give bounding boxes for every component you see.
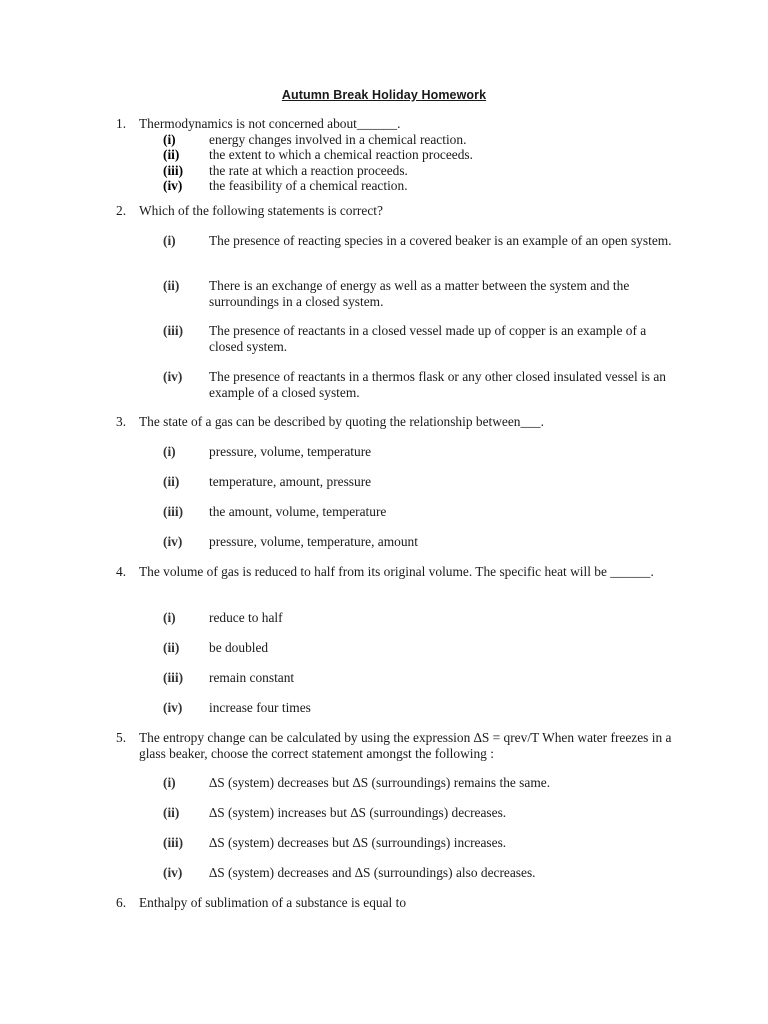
- option-text: There is an exchange of energy as well as a matter between the system and the surroundings in a closed system.: [209, 278, 630, 309]
- option: [163, 640, 673, 656]
- option: [163, 132, 673, 148]
- option-numeral: (iii): [163, 670, 184, 685]
- option: [163, 670, 673, 686]
- option-text: the feasibility of a chemical reaction.: [209, 178, 408, 193]
- option: [163, 534, 673, 550]
- question-stem: [116, 895, 676, 911]
- question-number: 5.: [116, 730, 127, 745]
- option: [163, 835, 673, 851]
- option-text: the extent to which a chemical reaction proceeds.: [209, 147, 473, 162]
- option-text: ∆S (system) decreases but ∆S (surroundings) increases.: [209, 835, 507, 850]
- option-text: remain constant: [209, 670, 295, 685]
- option-numeral: (ii): [163, 640, 180, 655]
- option-text: ∆S (system) decreases and ∆S (surroundings) also decreases.: [209, 865, 536, 880]
- question-stem: [116, 414, 676, 430]
- option-numeral: (i): [163, 610, 176, 625]
- question-text: The state of a gas can be described by quoting the relationship between___.: [139, 414, 544, 429]
- option-text: pressure, volume, temperature, amount: [209, 534, 418, 549]
- option-numeral: (ii): [163, 474, 180, 489]
- question-stem: [116, 203, 676, 219]
- option-numeral: (iv): [163, 369, 183, 384]
- option-text: be doubled: [209, 640, 269, 655]
- option: [163, 178, 673, 194]
- option: [163, 147, 673, 163]
- option-text: increase four times: [209, 700, 311, 715]
- question-stem: [116, 116, 676, 132]
- option-numeral: (iv): [163, 178, 183, 193]
- option-numeral: (ii): [163, 278, 180, 293]
- question-number: 3.: [116, 414, 127, 429]
- option-numeral: (i): [163, 444, 176, 459]
- option: [163, 444, 673, 460]
- option: [163, 278, 673, 310]
- question-text: The entropy change can be calculated by using the expression ∆S = qrev/T When water freezes in a glass beaker, choose the correct statement amongst the following :: [139, 730, 672, 761]
- option-numeral: (iv): [163, 865, 183, 880]
- option-numeral: (i): [163, 775, 176, 790]
- question-text: The volume of gas is reduced to half from its original volume. The specific heat will be ______.: [139, 564, 654, 579]
- option-text: The presence of reactants in a closed vessel made up of copper is an example of a closed system.: [209, 323, 647, 354]
- option-numeral: (ii): [163, 805, 180, 820]
- option: [163, 700, 673, 716]
- option-numeral: (ii): [163, 147, 180, 162]
- option-text: reduce to half: [209, 610, 283, 625]
- option: [163, 233, 673, 249]
- option-text: ∆S (system) decreases but ∆S (surroundings) remains the same.: [209, 775, 551, 790]
- option: [163, 474, 673, 490]
- option-text: the rate at which a reaction proceeds.: [209, 163, 408, 178]
- question-text: Enthalpy of sublimation of a substance is equal to: [139, 895, 407, 910]
- option-numeral: (i): [163, 132, 176, 147]
- option-numeral: (iii): [163, 835, 184, 850]
- option-text: energy changes involved in a chemical reaction.: [209, 132, 467, 147]
- option: [163, 805, 673, 821]
- option: [163, 504, 673, 520]
- question-text: Thermodynamics is not concerned about______.: [139, 116, 401, 131]
- question-text: Which of the following statements is correct?: [139, 203, 383, 218]
- option-numeral: (iii): [163, 163, 184, 178]
- option-numeral: (iii): [163, 504, 184, 519]
- option: [163, 775, 673, 791]
- option-text: ∆S (system) increases but ∆S (surroundings) decreases.: [209, 805, 507, 820]
- page-title: Autumn Break Holiday Homework: [281, 88, 487, 102]
- option: [163, 610, 673, 626]
- option-text: temperature, amount, pressure: [209, 474, 372, 489]
- question-number: 6.: [116, 895, 127, 910]
- option: [163, 163, 673, 179]
- question-number: 1.: [116, 116, 127, 131]
- option-numeral: (i): [163, 233, 176, 248]
- option-text: The presence of reactants in a thermos flask or any other closed insulated vessel is an example of a closed system.: [209, 369, 666, 400]
- option-numeral: (iii): [163, 323, 184, 338]
- option-text: The presence of reacting species in a covered beaker is an example of an open system.: [209, 233, 672, 248]
- option-numeral: (iv): [163, 700, 183, 715]
- question-stem: [116, 730, 676, 762]
- option: [163, 369, 673, 401]
- option-text: the amount, volume, temperature: [209, 504, 387, 519]
- option: [163, 865, 673, 881]
- question-number: 4.: [116, 564, 127, 579]
- option-numeral: (iv): [163, 534, 183, 549]
- option: [163, 323, 673, 355]
- option-text: pressure, volume, temperature: [209, 444, 372, 459]
- question-number: 2.: [116, 203, 127, 218]
- question-stem: [116, 564, 676, 580]
